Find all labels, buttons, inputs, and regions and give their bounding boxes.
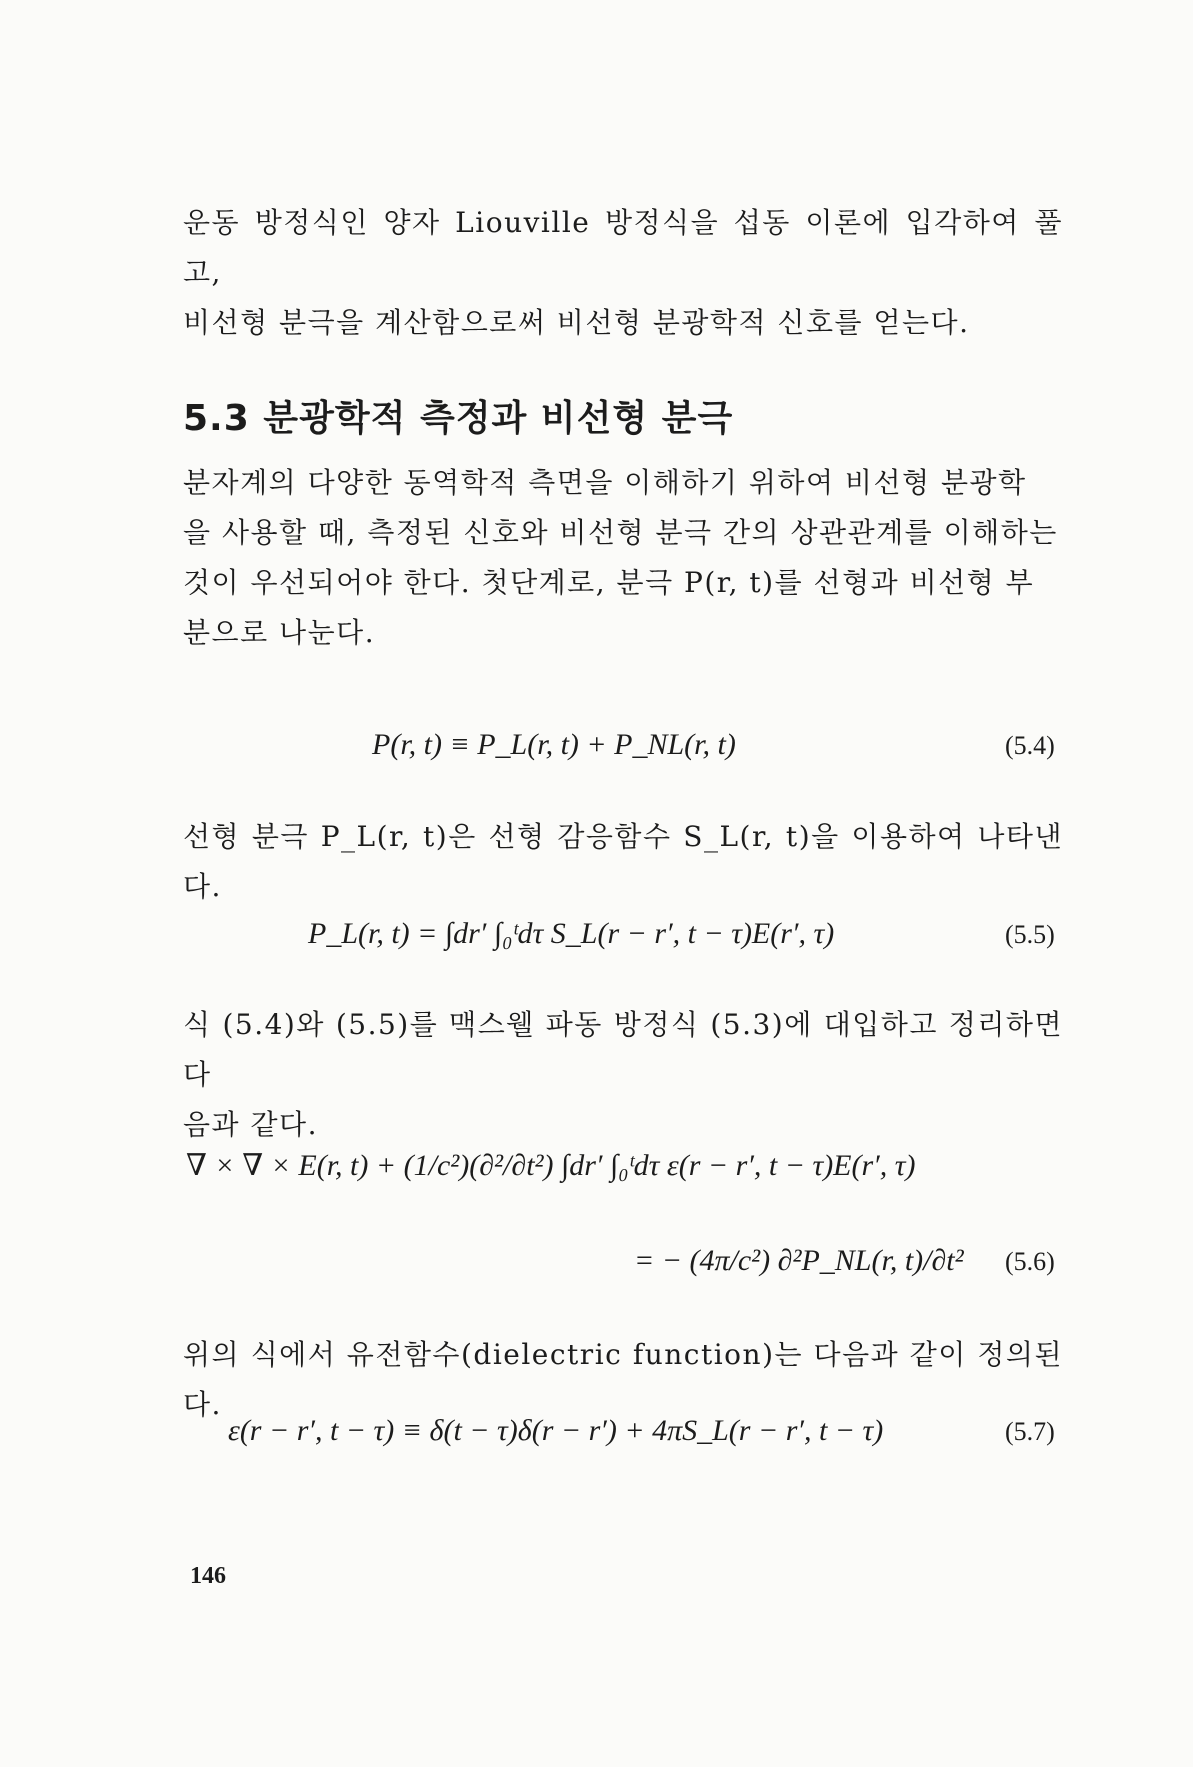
equation-5-6-line-2: = − (4π/c²) ∂²P_NL(r, t)/∂t² <box>634 1244 964 1277</box>
para1-line-1: 분자계의 다양한 동역학적 측면을 이해하기 위하여 비선형 분광학 <box>183 466 1027 499</box>
equation-number-5-4: (5.4) <box>1005 731 1055 760</box>
paragraph-2 <box>183 812 1063 912</box>
para2-text: 선형 분극 P_L(r, t)은 선형 감응함수 S_L(r, t)을 이용하여 나타낸다. <box>183 820 1064 903</box>
para1-line-4: 분으로 나눈다. <box>183 616 376 649</box>
para4-text: 위의 식에서 유전함수(dielectric function)는 다음과 같이 정의된다. <box>183 1338 1063 1421</box>
para3-line-2: 음과 같다. <box>183 1108 318 1141</box>
equation-5-7: ε(r − r′, t − τ) ≡ δ(t − τ)δ(r − r′) + 4πS_L(r − r′, t − τ) <box>228 1414 884 1447</box>
intro-line-1: 운동 방정식인 양자 Liouville 방정식을 섭동 이론에 입각하여 풀고, <box>183 206 1063 289</box>
paragraph-3 <box>183 1000 1063 1150</box>
intro-line-2: 비선형 분극을 계산함으로써 비선형 분광학적 신호를 얻는다. <box>183 306 970 339</box>
section-title: 5.3 분광학적 측정과 비선형 분극 <box>183 398 734 439</box>
para1-line-2: 을 사용할 때, 측정된 신호와 비선형 분극 간의 상관관계를 이해하는 <box>183 516 1058 549</box>
page-number: 146 <box>190 1563 226 1589</box>
equation-5-4: P(r, t) ≡ P_L(r, t) + P_NL(r, t) <box>372 728 736 761</box>
para3-line-1: 식 (5.4)와 (5.5)를 맥스웰 파동 방정식 (5.3)에 대입하고 정리하면 다 <box>183 1008 1063 1091</box>
equation-5-5: P_L(r, t) = ∫dr′ ∫₀ᵗdτ S_L(r − r′, t − τ)E(r′, τ) <box>308 917 835 950</box>
section-heading-block <box>183 390 1063 441</box>
equation-number-5-5: (5.5) <box>1005 920 1055 949</box>
equation-5-6-line-1: ∇ × ∇ × E(r, t) + (1/c²)(∂²/∂t²) ∫dr′ ∫₀ᵗdτ ε(r − r′, t − τ)E(r′, τ) <box>186 1149 916 1182</box>
equation-number-5-6: (5.6) <box>1005 1247 1055 1276</box>
paragraph-1 <box>183 458 1063 658</box>
equation-number-5-7: (5.7) <box>1005 1417 1055 1446</box>
para1-line-3: 것이 우선되어야 한다. 첫단계로, 분극 P(r, t)를 선형과 비선형 부 <box>183 566 1035 599</box>
intro-paragraph <box>183 198 1063 348</box>
